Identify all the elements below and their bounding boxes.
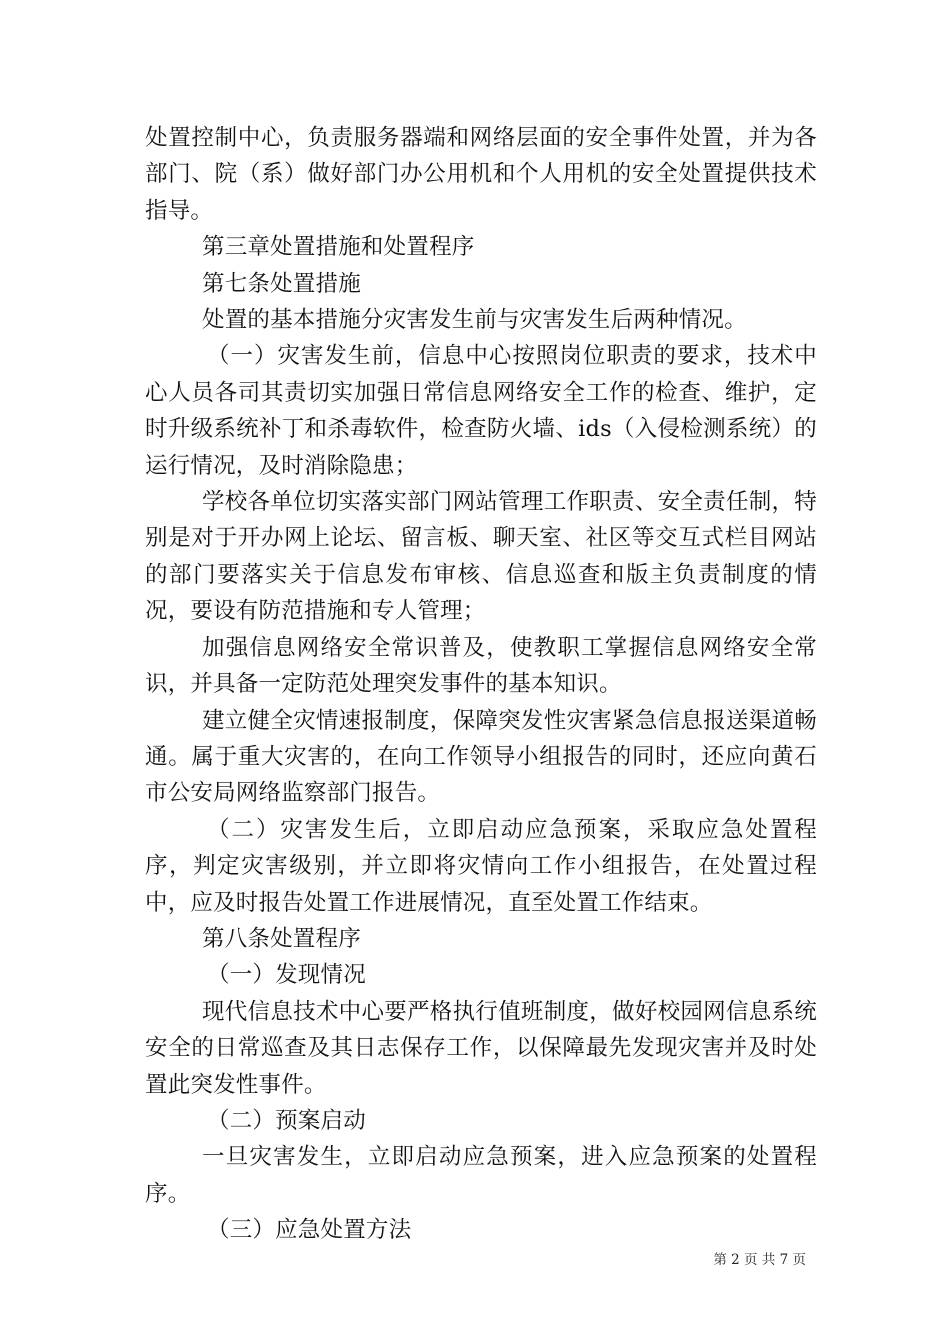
subheading-emergency-methods: （三）应急处置方法: [207, 1217, 412, 1244]
chapter-heading: 第三章处置措施和处置程序: [202, 234, 475, 261]
document-body: [145, 120, 817, 1249]
subheading-plan-start: （二）预案启动: [207, 1107, 366, 1134]
paragraph-disaster-reporting: 建立健全灾情速报制度，保障突发性灾害紧急信息报送渠道畅通。属于重大灾害的，在向工作领导小组报告的同时，还应向黄石市公安局网络监察部门报告。: [145, 707, 817, 807]
article-8-heading: 第八条处置程序: [202, 925, 361, 952]
paragraph-website-management: 学校各单位切实落实部门网站管理工作职责、安全责任制，特别是对于开办网上论坛、留言板、聊天室、社区等交互式栏目网站的部门要落实关于信息发布审核、信息巡查和版主负责制度的情况，要设有防范措施和专人管理；: [145, 489, 817, 625]
article-7-heading: 第七条处置措施: [202, 270, 361, 297]
paragraph-security-awareness: 加强信息网络安全常识普及，使教职工掌握信息网络安全常识，并具备一定防范处理突发事件的基本知识。: [145, 634, 817, 698]
paragraph-basic-measures: 处置的基本措施分灾害发生前与灾害发生后两种情况。: [202, 307, 747, 334]
paragraph-plan-start: 一旦灾害发生，立即启动应急预案，进入应急预案的处置程序。: [145, 1144, 817, 1207]
paragraph-before-disaster: （一）灾害发生前，信息中心按照岗位职责的要求，技术中心人员各司其责切实加强日常信息网络安全工作的检查、维护，定时升级系统补丁和杀毒软件，检查防火墙、ids（入侵检测系统）的运行情况，及时消除隐患；: [145, 343, 817, 479]
subheading-discovery: （一）发现情况: [207, 962, 366, 989]
page-number-footer: 第 2 页 共 7 页: [713, 1252, 806, 1268]
paragraph-intro: 处置控制中心，负责服务器端和网络层面的安全事件处置，并为各部门、院（系）做好部门办公用机和个人用机的安全处置提供技术指导。: [145, 125, 817, 224]
paragraph-duty-system: 现代信息技术中心要严格执行值班制度，做好校园网信息系统安全的日常巡查及其日志保存工作，以保障最先发现灾害并及时处置此突发性事件。: [145, 998, 817, 1098]
paragraph-after-disaster: （二）灾害发生后，立即启动应急预案，采取应急处置程序，判定灾害级别，并立即将灾情向工作小组报告，在处置过程中，应及时报告处置工作进展情况，直至处置工作结束。: [145, 816, 817, 916]
